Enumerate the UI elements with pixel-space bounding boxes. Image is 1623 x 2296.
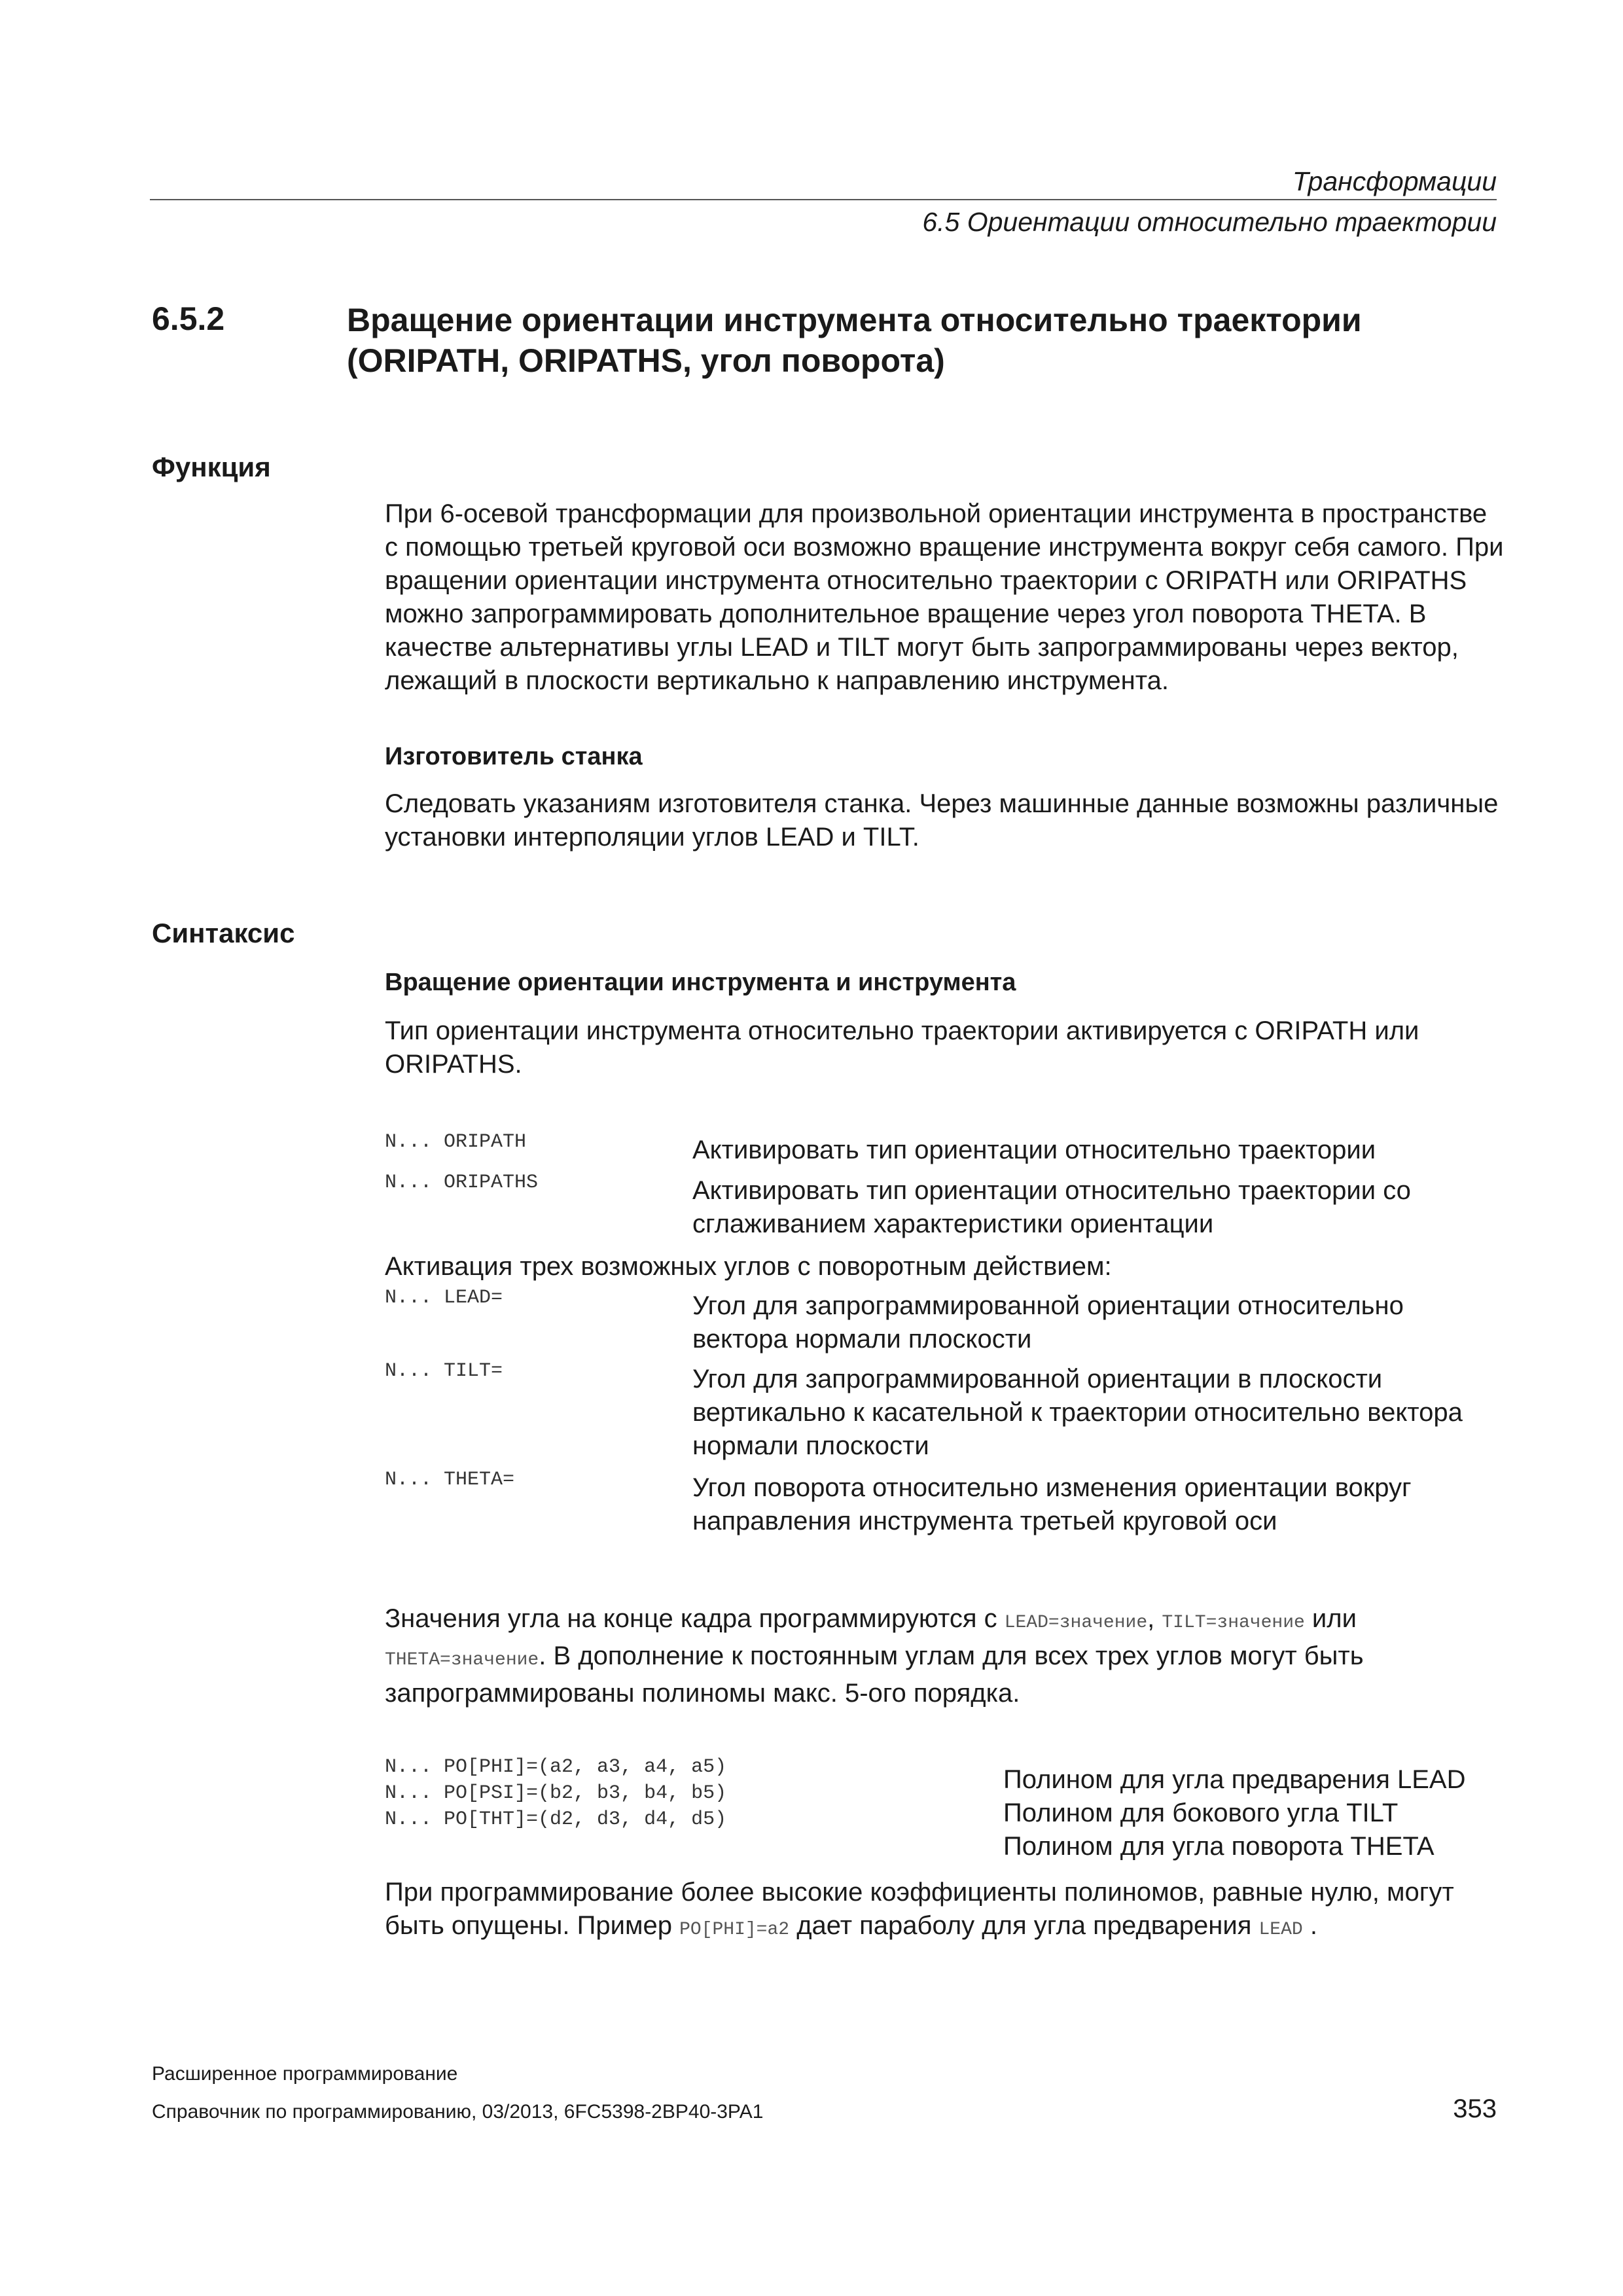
code-theta: N... THETA=: [385, 1469, 515, 1491]
poly-code-phi: N... PO[PHI]=(a2, a3, a4, a5): [385, 1756, 727, 1778]
code-po-phi: PO[PHI]=a2: [679, 1920, 790, 1940]
code-tilt: N... TILT=: [385, 1360, 503, 1382]
syntax-intro: Тип ориентации инструмента относительно траектории активируется с ORIPATH или ORIPATHS.: [385, 1016, 1419, 1079]
header-rule: [150, 199, 1497, 200]
code-lead-value: LEAD=значение: [1004, 1613, 1148, 1633]
header-section: 6.5 Ориентации относительно траектории: [922, 207, 1497, 237]
section-number: 6.5.2: [152, 300, 225, 337]
function-label: Функция: [152, 452, 271, 482]
final-text-3: .: [1302, 1911, 1317, 1940]
code-lead-inline: LEAD: [1258, 1920, 1303, 1940]
poly-desc-lead: Полином для угла предварения LEAD: [1003, 1765, 1466, 1794]
footer-reference: Справочник по программированию, 03/2013, 6FC5398-2BP40-3PA1: [152, 2101, 764, 2123]
syntax-subheading: Вращение ориентации инструмента и инструмента: [385, 969, 1016, 996]
values-text-4: . В дополнение к постоянным углам для всех трех углов могут быть запрограммированы полиномы макс. 5-ого порядка.: [385, 1641, 1364, 1708]
manufacturer-label: Изготовитель станка: [385, 743, 643, 770]
footer-title: Расширенное программирование: [152, 2063, 458, 2085]
values-paragraph: [385, 1602, 1504, 1710]
poly-desc-tilt: Полином для бокового угла TILT: [1003, 1799, 1399, 1827]
desc-theta: Угол поворота относительно изменения ориентации вокруг направления инструмента третьей круговой оси: [692, 1473, 1412, 1535]
activation-text: Активация трех возможных углов с поворотным действием:: [385, 1252, 1112, 1281]
poly-desc-block: [1003, 1763, 1465, 1863]
poly-code-tht: N... PO[THT]=(d2, d3, d4, d5): [385, 1808, 727, 1831]
values-text-2: ,: [1147, 1604, 1162, 1633]
manufacturer-text: Следовать указаниям изготовителя станка. Через машинные данные возможны различные установки интерполяции углов LEAD и TILT.: [385, 789, 1499, 852]
code-oripath: N... ORIPATH: [385, 1131, 527, 1153]
final-text-1: При программирование более высокие коэффициенты полиномов, равные нулю, могут быть опущены. Пример: [385, 1878, 1454, 1940]
final-text-2: дает параболу для угла предварения: [789, 1911, 1259, 1940]
code-oripaths: N... ORIPATHS: [385, 1172, 539, 1194]
desc-oripaths: Активировать тип ориентации относительно траектории со сглаживанием характеристики ориентации: [692, 1176, 1411, 1238]
header-chapter: Трансформации: [1292, 166, 1497, 196]
poly-code-psi: N... PO[PSI]=(b2, b3, b4, b5): [385, 1782, 727, 1804]
function-paragraph: При 6-осевой трансформации для произвольной ориентации инструмента в пространстве с помощью третьей круговой оси возможно вращение инструмента вокруг себя самого. При вращении ориентации инструмента относительно траектории с ORIPATH или ORIPATHS можно запрограммировать дополнительное вращение через угол поворота THETA. В качестве альтернативы углы LEAD и TILT могут быть запрограммированы через вектор, лежащий в плоскости вертикально к направлению инструмента.: [385, 499, 1504, 695]
values-text-1: Значения угла на конце кадра программируются с: [385, 1604, 1005, 1633]
code-lead: N... LEAD=: [385, 1287, 503, 1309]
poly-desc-theta: Полином для угла поворота THETA: [1003, 1832, 1435, 1861]
desc-tilt: Угол для запрограммированной ориентации в плоскости вертикально к касательной к траектории относительно вектора нормали плоскости: [692, 1365, 1463, 1460]
page-number: 353: [1453, 2094, 1497, 2123]
code-tilt-value: TILT=значение: [1162, 1613, 1305, 1633]
code-theta-value: THETA=значение: [385, 1650, 539, 1670]
final-paragraph: [385, 1876, 1504, 1946]
poly-code-block: [385, 1754, 726, 1833]
section-title: Вращение ориентации инструмента относительно траектории (ORIPATH, ORIPATHS, угол поворота): [347, 302, 1362, 379]
desc-oripath: Активировать тип ориентации относительно траектории: [692, 1136, 1376, 1164]
desc-lead: Угол для запрограммированной ориентации относительно вектора нормали плоскости: [692, 1291, 1404, 1354]
syntax-label: Синтаксис: [152, 918, 295, 948]
values-text-3: или: [1304, 1604, 1357, 1633]
